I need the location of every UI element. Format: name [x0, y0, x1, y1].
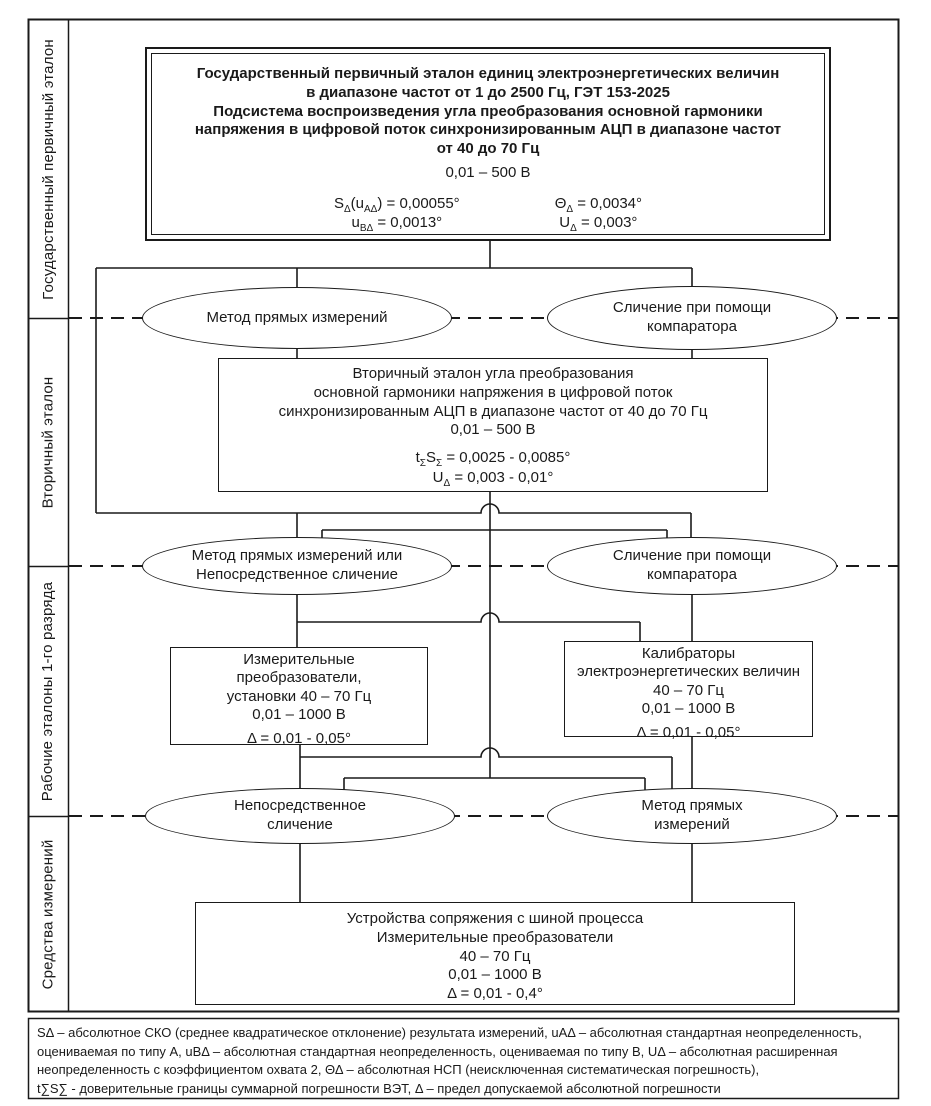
bus-hop-3 [300, 748, 672, 757]
bus-hop-1 [96, 504, 691, 513]
method-ellipse-comparator-2: Сличение при помощи компаратора [547, 537, 837, 595]
working-standard-transducers-box: Измерительные преобразователи, установки 40 – 70 Гц 0,01 – 1000 В Δ = 0,01 - 0,05° [170, 647, 428, 745]
primary-standard-box [145, 47, 831, 241]
method-ellipse-direct-measurement: Метод прямых измерений [142, 287, 452, 349]
get-title-line: в диапазоне частот от 1 до 2500 Гц, ГЭТ 153-2025 [306, 83, 670, 101]
level-label-measuring-instruments: Средства измерений [39, 839, 57, 989]
get-title-line: напряжения в цифровой поток синхронизированным АЦП в диапазоне частот [194, 121, 782, 139]
get-title-line: от 40 до 70 Гц [436, 140, 540, 157]
primary-standard-box-inner [151, 53, 825, 235]
get-title-line: Государственный первичный эталон единиц электроэнергетических величин [196, 65, 780, 82]
method-ellipse-direct-comparison: Непосредственное сличение [145, 788, 455, 844]
method-ellipse-direct-measurement-2: Метод прямых измерений [547, 788, 837, 844]
get-formula-ub: $u_{В\Delta} = 0,0013^\circ$ [351, 214, 443, 234]
level-label-working-standards: Рабочие эталоны 1-го разряда [39, 581, 57, 801]
method-ellipse-direct-or-comparison: Метод прямых измерений или Непосредственное сличение [142, 537, 452, 595]
legend-footnote: SΔ – абсолютное СКО (среднее квадратическое отклонение) результата измерений, uАΔ – абсолютная стандартная неопределенность, оцениваемая по типу А, uВΔ – абсолютная стандартная неопределенность, оцениваемая по типу В, UΔ – абсолютная расширенная неопределенность с коэффициентом охвата 2, ΘΔ – абсолютная НСП (неисключенная систематическая погрешность), t∑S∑ - доверительные границы суммарной погрешности ВЭТ, Δ – предел допускаемой абсолютной погрешности [37, 1025, 862, 1097]
get-formula-theta: $\Theta_\Delta = 0,0034^\circ$ [554, 194, 643, 215]
get-formula-u: $U_\Delta = 0,003^\circ$ [559, 214, 638, 234]
secondary-formula-ts: $t_\Sigma S_\Sigma = 0,0025 - 0,0085^\circ$ [415, 449, 571, 469]
method-ellipse-comparator-1: Сличение при помощи компаратора [547, 286, 837, 350]
get-voltage-range: 0,01 – 500 В [445, 163, 531, 181]
measuring-instruments-box: Устройства сопряжения с шиной процесса Измерительные преобразователи 40 – 70 Гц 0,01 – 1000 В Δ = 0,01 - 0,4° [195, 902, 795, 1005]
secondary-formula-u: $U_\Delta = 0,003 - 0,01^\circ$ [432, 468, 554, 489]
get-uncertainty-values [152, 194, 824, 233]
level-label-secondary-standard: Вторичный эталон [39, 376, 57, 508]
bus-hop-2 [297, 613, 640, 622]
get-title-line: Подсистема воспроизведения угла преобразования основной гармоники [213, 102, 763, 120]
secondary-standard-box: Вторичный эталон угла преобразования основной гармоники напряжения в цифровой поток синхронизированным АЦП в диапазоне частот от 40 до 70 Гц 0,01 – 500 В $t_\Sigma S_\Sigma = 0,0025 - 0,0085^\circ$ $U_\Delta = 0,003 - 0,01^\circ$ [218, 358, 768, 492]
get-formula-s: $S_\Delta(u_{А\Delta}) = 0,00055^\circ$ [333, 194, 460, 215]
level-label-primary-standard: Государственный первичный эталон [39, 38, 57, 300]
working-standard-calibrators-box: Калибраторы электроэнергетических величин 40 – 70 Гц 0,01 – 1000 В Δ = 0,01 - 0,05° [564, 641, 813, 737]
